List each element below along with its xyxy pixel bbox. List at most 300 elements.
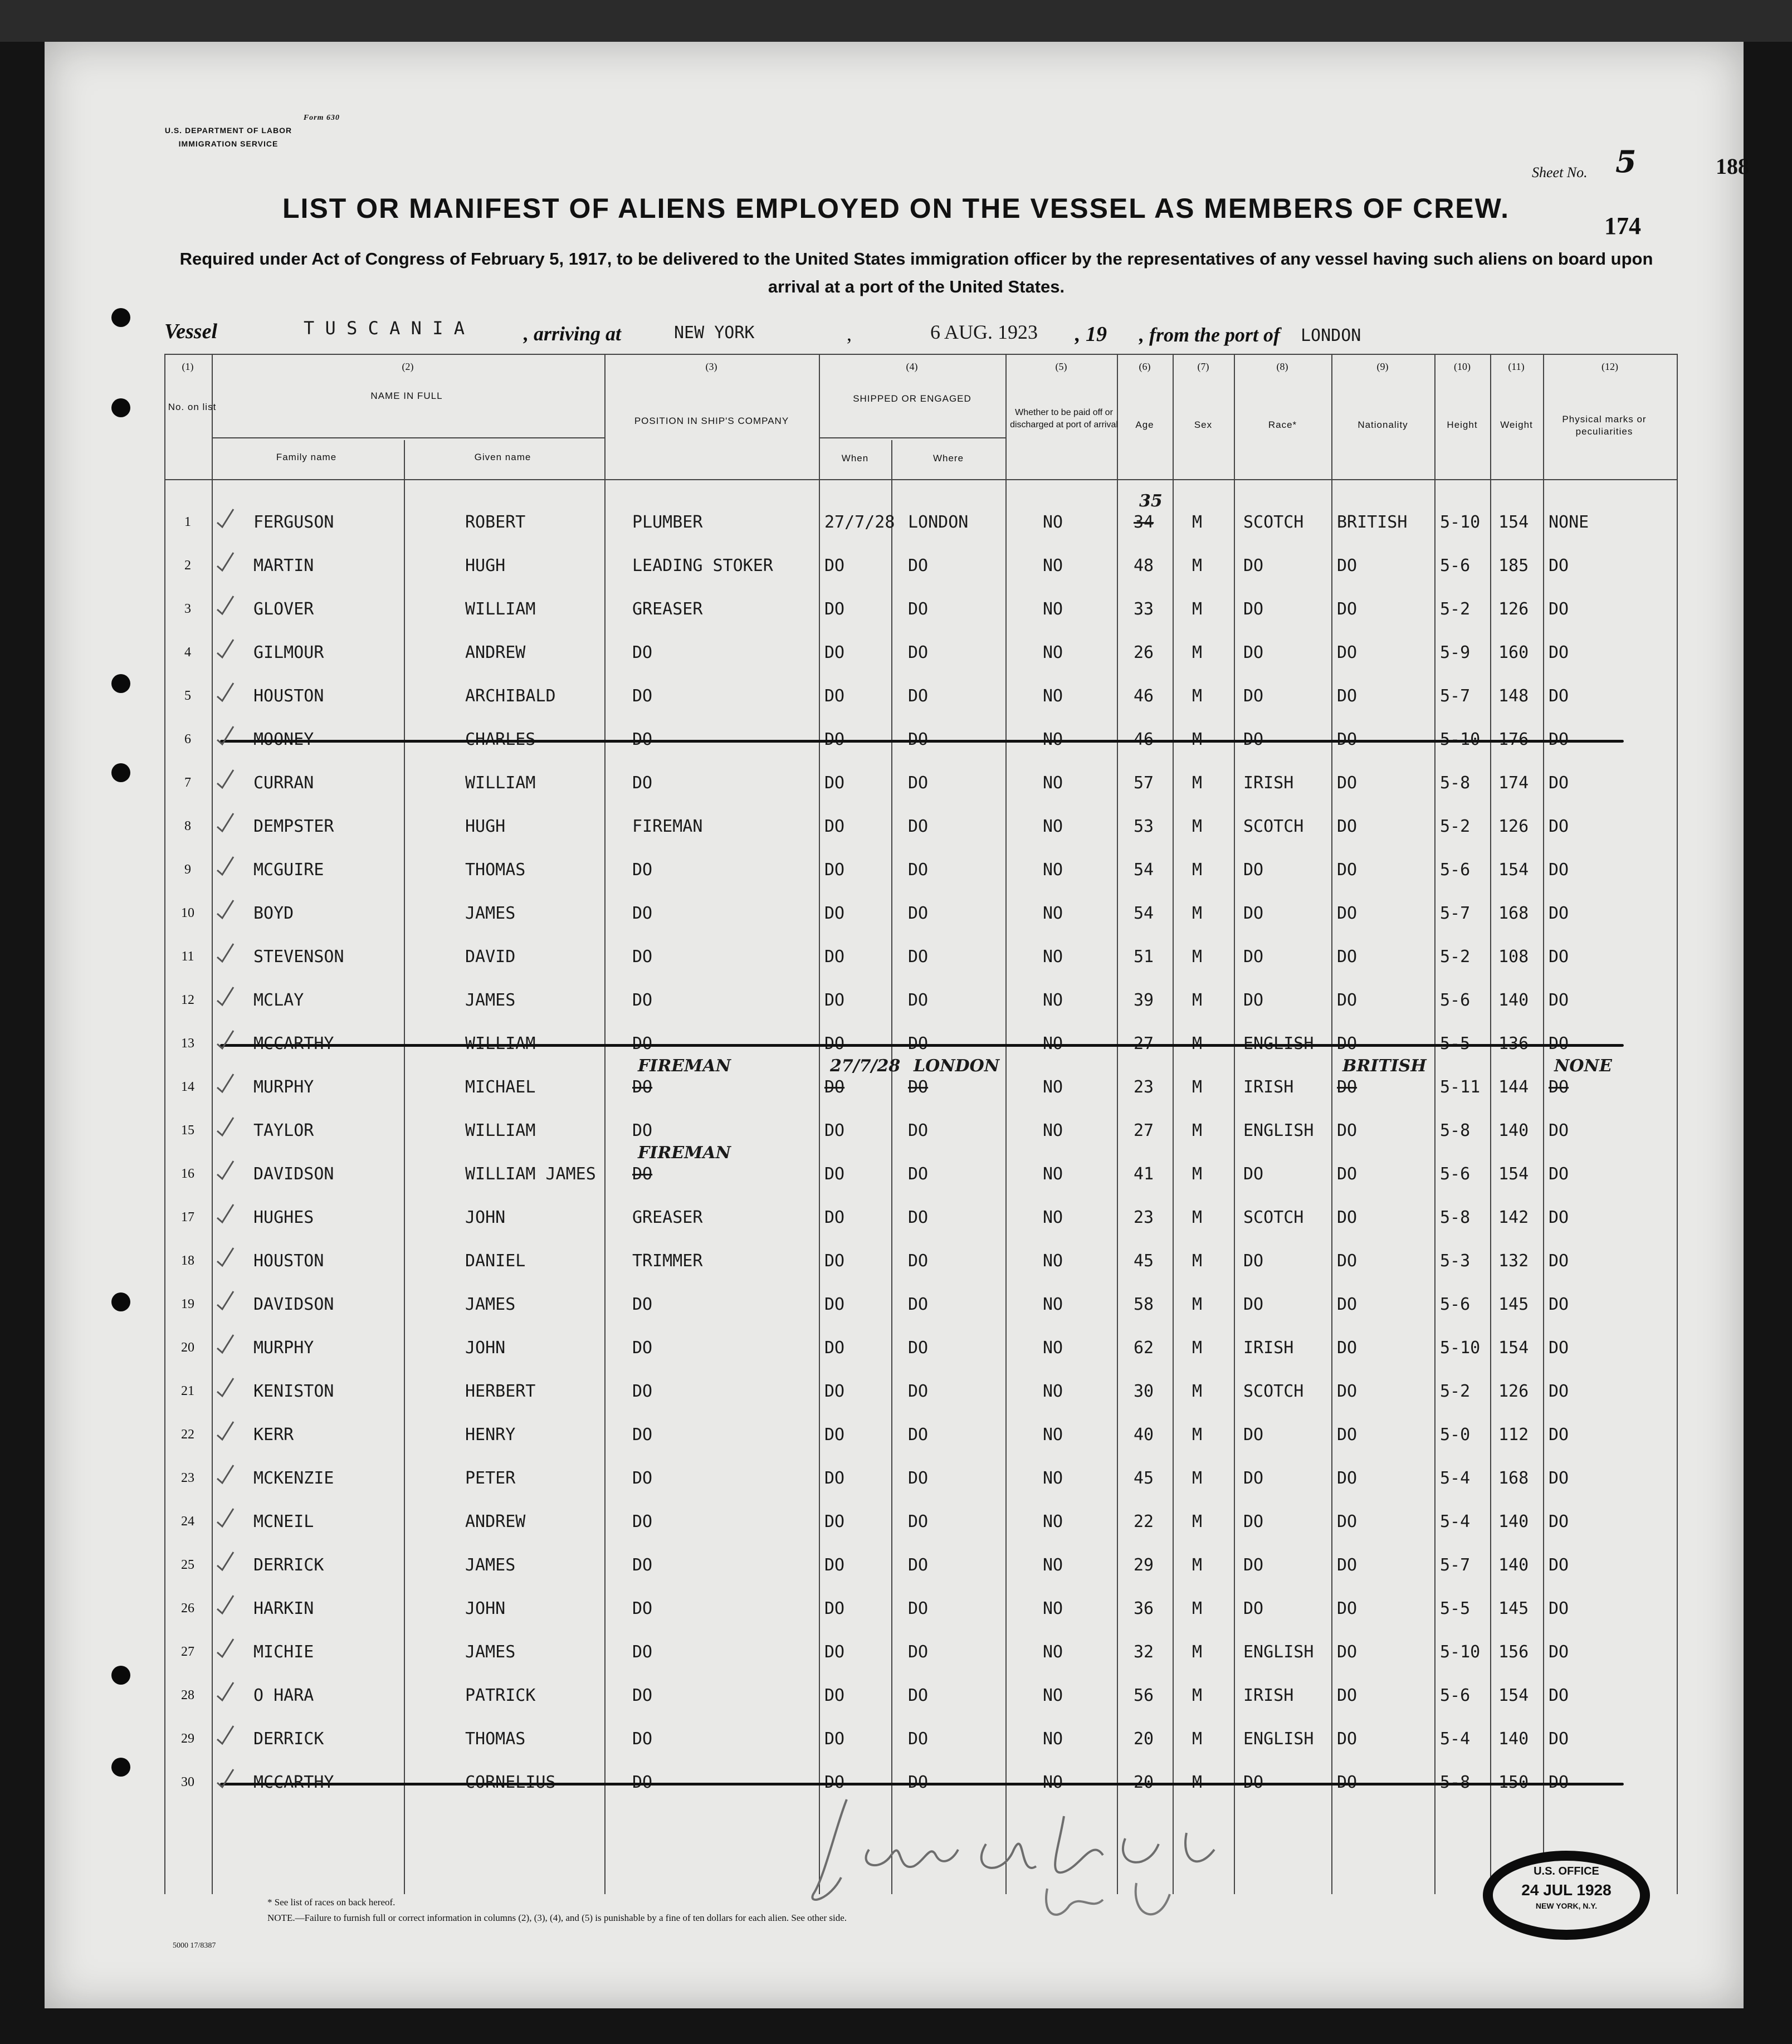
family-name-cell: KERR bbox=[253, 1425, 294, 1445]
position-cell: DO bbox=[632, 1338, 653, 1358]
marks-cell: DO bbox=[1549, 817, 1569, 836]
column-number: (5) bbox=[1055, 361, 1067, 372]
paid-off-cell: NO bbox=[1043, 1425, 1063, 1445]
nationality-cell: DO bbox=[1337, 1251, 1358, 1271]
when-cell: DO bbox=[824, 773, 845, 793]
weight-cell: 140 bbox=[1498, 1121, 1529, 1140]
height-cell: 5-7 bbox=[1440, 686, 1471, 706]
paid-off-cell: NO bbox=[1043, 1469, 1063, 1488]
marks-cell: DO bbox=[1549, 773, 1569, 793]
sex-cell: M bbox=[1192, 1251, 1203, 1271]
row-number: 17 bbox=[181, 1210, 194, 1225]
sex-cell: M bbox=[1192, 947, 1203, 967]
office-stamp bbox=[1483, 1851, 1650, 1940]
where-cell: DO bbox=[908, 1338, 929, 1358]
sex-cell: M bbox=[1192, 643, 1203, 662]
given-name-cell: JAMES bbox=[465, 991, 516, 1010]
row-number: 27 bbox=[181, 1645, 194, 1659]
sex-cell: M bbox=[1192, 991, 1203, 1010]
arriving-label: , arriving at bbox=[524, 323, 622, 345]
strike-through-line bbox=[220, 740, 1624, 743]
where-cell: DO bbox=[908, 1382, 929, 1401]
check-mark-icon bbox=[214, 1506, 237, 1529]
age-cell: 48 bbox=[1134, 556, 1154, 575]
given-name-cell: JOHN bbox=[465, 1599, 506, 1618]
where-cell: DO bbox=[908, 1599, 929, 1618]
marks-cell: DO bbox=[1549, 643, 1569, 662]
row-number: 24 bbox=[181, 1514, 194, 1529]
position-cell: DO bbox=[632, 1164, 653, 1184]
age-cell: 30 bbox=[1134, 1382, 1154, 1401]
race-cell: DO bbox=[1243, 1599, 1264, 1618]
position-cell: GREASER bbox=[632, 599, 703, 619]
when-cell: DO bbox=[824, 860, 845, 880]
nationality-cell: DO bbox=[1337, 1469, 1358, 1488]
sex-cell: M bbox=[1192, 1642, 1203, 1662]
family-name-cell: MCGUIRE bbox=[253, 860, 324, 880]
from-port: LONDON bbox=[1301, 326, 1361, 345]
given-name-cell: WILLIAM bbox=[465, 773, 536, 793]
sex-cell: M bbox=[1192, 513, 1203, 532]
height-cell: 5-2 bbox=[1440, 817, 1471, 836]
strike-through-line bbox=[220, 1044, 1624, 1047]
nationality-cell: DO bbox=[1337, 1295, 1358, 1314]
weight-cell: 142 bbox=[1498, 1208, 1529, 1227]
row-number: 14 bbox=[181, 1080, 194, 1094]
family-name-cell: BOYD bbox=[253, 904, 294, 923]
nationality-cell: DO bbox=[1337, 1208, 1358, 1227]
height-cell: 5-6 bbox=[1440, 1686, 1471, 1705]
height-cell: 5-2 bbox=[1440, 599, 1471, 619]
paid-off-cell: NO bbox=[1043, 1686, 1063, 1705]
when-cell: DO bbox=[824, 1164, 845, 1184]
row-number: 6 bbox=[184, 732, 191, 747]
when-cell: DO bbox=[824, 1425, 845, 1445]
col-age: Age bbox=[1135, 419, 1154, 430]
age-cell: 54 bbox=[1134, 860, 1154, 880]
given-name-cell: HENRY bbox=[465, 1425, 516, 1445]
height-cell: 5-6 bbox=[1440, 556, 1471, 575]
position-cell: DO bbox=[632, 773, 653, 793]
from-port-label: , from the port of bbox=[1139, 324, 1281, 346]
race-cell: DO bbox=[1243, 991, 1264, 1010]
check-mark-icon bbox=[214, 507, 237, 529]
check-mark-icon bbox=[214, 1419, 237, 1442]
nationality-cell: BRITISH bbox=[1337, 513, 1408, 532]
paid-off-cell: NO bbox=[1043, 773, 1063, 793]
age-cell: 20 bbox=[1134, 1729, 1154, 1749]
weight-cell: 174 bbox=[1498, 773, 1529, 793]
height-cell: 5-8 bbox=[1440, 1208, 1471, 1227]
grid-vline bbox=[1117, 354, 1118, 1894]
paid-off-cell: NO bbox=[1043, 947, 1063, 967]
row-number: 23 bbox=[181, 1471, 194, 1485]
weight-cell: 126 bbox=[1498, 817, 1529, 836]
row-number: 26 bbox=[181, 1601, 194, 1616]
age-cell: 29 bbox=[1134, 1555, 1154, 1575]
given-name-cell: ANDREW bbox=[465, 643, 526, 662]
paid-off-cell: NO bbox=[1043, 860, 1063, 880]
footer-note: NOTE.—Failure to furnish full or correct information in columns (2), (3), (4), and (5) is punishable by a fine of ten dollars for each alien. See other side. bbox=[267, 1913, 847, 1923]
scan-top-band bbox=[0, 0, 1792, 42]
race-cell: SCOTCH bbox=[1243, 817, 1304, 836]
height-cell: 5-7 bbox=[1440, 904, 1471, 923]
marks-cell: DO bbox=[1549, 686, 1569, 706]
given-name-cell: MICHAEL bbox=[465, 1077, 536, 1097]
col-position: POSITION IN SHIP'S COMPANY bbox=[634, 416, 789, 426]
paid-off-cell: NO bbox=[1043, 1251, 1063, 1271]
position-cell: DO bbox=[632, 1512, 653, 1531]
grid-vline bbox=[1677, 354, 1678, 1894]
nationality-correction: BRITISH bbox=[1342, 1056, 1427, 1076]
height-cell: 5-8 bbox=[1440, 773, 1471, 793]
weight-cell: 108 bbox=[1498, 947, 1529, 967]
marks-cell: DO bbox=[1549, 1295, 1569, 1314]
when-cell: DO bbox=[824, 817, 845, 836]
given-name-cell: THOMAS bbox=[465, 1729, 526, 1749]
race-cell: DO bbox=[1243, 556, 1264, 575]
row-number: 28 bbox=[181, 1688, 194, 1702]
marks-cell: DO bbox=[1549, 1121, 1569, 1140]
when-cell: DO bbox=[824, 991, 845, 1010]
family-name-cell: HOUSTON bbox=[253, 686, 324, 706]
weight-cell: 168 bbox=[1498, 904, 1529, 923]
check-mark-icon bbox=[214, 1028, 237, 1051]
form-number: Form 630 bbox=[303, 114, 340, 122]
column-number: (4) bbox=[906, 361, 918, 372]
check-mark-icon bbox=[214, 1550, 237, 1572]
row-number: 21 bbox=[181, 1384, 194, 1398]
column-number: (1) bbox=[182, 361, 194, 372]
sex-cell: M bbox=[1192, 1338, 1203, 1358]
sex-cell: M bbox=[1192, 1555, 1203, 1575]
race-cell: IRISH bbox=[1243, 1338, 1294, 1358]
paid-off-cell: NO bbox=[1043, 1729, 1063, 1749]
marks-cell: DO bbox=[1549, 1469, 1569, 1488]
nationality-cell: DO bbox=[1337, 1077, 1358, 1097]
nationality-cell: DO bbox=[1337, 1425, 1358, 1445]
grid-vline bbox=[1173, 354, 1174, 1894]
marks-cell: DO bbox=[1549, 1555, 1569, 1575]
sheet-number: 5 bbox=[1615, 144, 1637, 179]
when-cell: DO bbox=[824, 1251, 845, 1271]
age-cell: 41 bbox=[1134, 1164, 1154, 1184]
row-number: 9 bbox=[184, 862, 191, 877]
family-name-cell: DAVIDSON bbox=[253, 1164, 334, 1184]
col-where: Where bbox=[932, 453, 964, 464]
position-cell: DO bbox=[632, 1642, 653, 1662]
nationality-cell: DO bbox=[1337, 1164, 1358, 1184]
marks-cell: DO bbox=[1549, 556, 1569, 575]
where-cell: DO bbox=[908, 686, 929, 706]
sex-cell: M bbox=[1192, 860, 1203, 880]
check-mark-icon bbox=[214, 1724, 237, 1746]
marks-cell: DO bbox=[1549, 1425, 1569, 1445]
check-mark-icon bbox=[214, 985, 237, 1007]
given-name-cell: JAMES bbox=[465, 1642, 516, 1662]
row-number: 18 bbox=[181, 1253, 194, 1268]
family-name-cell: O HARA bbox=[253, 1686, 314, 1705]
stamp-top: U.S. OFFICE bbox=[1534, 1865, 1599, 1877]
marks-cell: DO bbox=[1549, 1729, 1569, 1749]
marks-cell: DO bbox=[1549, 1164, 1569, 1184]
sex-cell: M bbox=[1192, 773, 1203, 793]
height-cell: 5-6 bbox=[1440, 991, 1471, 1010]
age-cell: 23 bbox=[1134, 1208, 1154, 1227]
given-name-cell: ARCHIBALD bbox=[465, 686, 556, 706]
weight-cell: 126 bbox=[1498, 599, 1529, 619]
check-mark-icon bbox=[214, 1593, 237, 1616]
sex-cell: M bbox=[1192, 1077, 1203, 1097]
grid-vline bbox=[1490, 354, 1491, 1894]
race-cell: SCOTCH bbox=[1243, 1208, 1304, 1227]
marks-cell: DO bbox=[1549, 1599, 1569, 1618]
print-code: 5000 17/8387 bbox=[173, 1941, 216, 1950]
sex-cell: M bbox=[1192, 1121, 1203, 1140]
age-cell: 39 bbox=[1134, 991, 1154, 1010]
grid-hline bbox=[164, 479, 1677, 480]
column-number: (8) bbox=[1276, 361, 1288, 372]
grid-vline bbox=[819, 354, 820, 1894]
paid-off-cell: NO bbox=[1043, 1338, 1063, 1358]
row-number: 4 bbox=[184, 645, 191, 660]
age-cell: 58 bbox=[1134, 1295, 1154, 1314]
nationality-cell: DO bbox=[1337, 1642, 1358, 1662]
weight-cell: 154 bbox=[1498, 1338, 1529, 1358]
nationality-cell: DO bbox=[1337, 556, 1358, 575]
check-mark-icon bbox=[214, 811, 237, 833]
race-cell: DO bbox=[1243, 1512, 1264, 1531]
family-name-cell: MCKENZIE bbox=[253, 1469, 334, 1488]
marks-cell: DO bbox=[1549, 947, 1569, 967]
nationality-cell: DO bbox=[1337, 904, 1358, 923]
position-cell: DO bbox=[632, 1599, 653, 1618]
family-name-cell: STEVENSON bbox=[253, 947, 344, 967]
given-name-cell: JAMES bbox=[465, 1295, 516, 1314]
family-name-cell: MURPHY bbox=[253, 1077, 314, 1097]
column-number: (6) bbox=[1139, 361, 1151, 372]
row-number: 13 bbox=[181, 1036, 194, 1051]
nationality-cell: DO bbox=[1337, 1686, 1358, 1705]
position-cell: DO bbox=[632, 1425, 653, 1445]
marks-cell: DO bbox=[1549, 1686, 1569, 1705]
family-name-cell: MICHIE bbox=[253, 1642, 314, 1662]
age-cell: 51 bbox=[1134, 947, 1154, 967]
race-cell: DO bbox=[1243, 1295, 1264, 1314]
position-cell: DO bbox=[632, 1295, 653, 1314]
family-name-cell: HARKIN bbox=[253, 1599, 314, 1618]
when-cell: DO bbox=[824, 1729, 845, 1749]
manifest-sheet bbox=[45, 42, 1744, 2008]
col-family-name: Family name bbox=[276, 452, 337, 462]
weight-cell: 185 bbox=[1498, 556, 1529, 575]
marks-cell: DO bbox=[1549, 860, 1569, 880]
sex-cell: M bbox=[1192, 1425, 1203, 1445]
where-cell: DO bbox=[908, 1425, 929, 1445]
race-cell: SCOTCH bbox=[1243, 1382, 1304, 1401]
age-cell: 22 bbox=[1134, 1512, 1154, 1531]
where-cell: DO bbox=[908, 1121, 929, 1140]
family-name-cell: MURPHY bbox=[253, 1338, 314, 1358]
punch-hole bbox=[111, 308, 130, 327]
where-cell: DO bbox=[908, 556, 929, 575]
weight-cell: 140 bbox=[1498, 991, 1529, 1010]
sex-cell: M bbox=[1192, 1382, 1203, 1401]
weight-cell: 126 bbox=[1498, 1382, 1529, 1401]
marks-correction: NONE bbox=[1554, 1056, 1612, 1076]
given-name-cell: PATRICK bbox=[465, 1686, 536, 1705]
nationality-cell: DO bbox=[1337, 773, 1358, 793]
marks-cell: NONE bbox=[1549, 513, 1589, 532]
nationality-cell: DO bbox=[1337, 686, 1358, 706]
check-mark-icon bbox=[214, 1680, 237, 1702]
race-cell: ENGLISH bbox=[1243, 1121, 1314, 1140]
col-sex: Sex bbox=[1194, 419, 1213, 430]
where-cell: DO bbox=[908, 860, 929, 880]
race-cell: DO bbox=[1243, 1425, 1264, 1445]
check-mark-icon bbox=[214, 724, 237, 747]
where-cell: DO bbox=[908, 773, 929, 793]
col-weight: Weight bbox=[1500, 419, 1533, 430]
punch-hole bbox=[111, 763, 130, 782]
row-number: 15 bbox=[181, 1123, 194, 1138]
when-cell: DO bbox=[824, 1338, 845, 1358]
weight-cell: 145 bbox=[1498, 1295, 1529, 1314]
race-cell: ENGLISH bbox=[1243, 1642, 1314, 1662]
where-cell: DO bbox=[908, 1208, 929, 1227]
paid-off-cell: NO bbox=[1043, 1512, 1063, 1531]
given-name-cell: JAMES bbox=[465, 1555, 516, 1575]
row-number: 2 bbox=[184, 558, 191, 573]
row-number: 20 bbox=[181, 1340, 194, 1355]
height-cell: 5-9 bbox=[1440, 643, 1471, 662]
nationality-cell: DO bbox=[1337, 1555, 1358, 1575]
race-cell: DO bbox=[1243, 1555, 1264, 1575]
grid-vline bbox=[604, 354, 606, 1894]
column-number: (7) bbox=[1197, 361, 1209, 372]
paid-off-cell: NO bbox=[1043, 1208, 1063, 1227]
height-cell: 5-6 bbox=[1440, 1164, 1471, 1184]
height-cell: 5-11 bbox=[1440, 1077, 1481, 1097]
weight-cell: 154 bbox=[1498, 1164, 1529, 1184]
where-cell: DO bbox=[908, 1555, 929, 1575]
where-cell: LONDON bbox=[908, 513, 969, 532]
when-cell: DO bbox=[824, 1686, 845, 1705]
punch-hole bbox=[111, 674, 130, 693]
race-cell: SCOTCH bbox=[1243, 513, 1304, 532]
family-name-cell: FERGUSON bbox=[253, 513, 334, 532]
row-number: 19 bbox=[181, 1297, 194, 1311]
check-mark-icon bbox=[214, 1463, 237, 1485]
weight-cell: 156 bbox=[1498, 1642, 1529, 1662]
age-cell: 56 bbox=[1134, 1686, 1154, 1705]
race-cell: DO bbox=[1243, 686, 1264, 706]
row-number: 5 bbox=[184, 689, 191, 703]
row-number: 22 bbox=[181, 1427, 194, 1442]
col-name-in-full: NAME IN FULL bbox=[370, 391, 443, 401]
position-cell: DO bbox=[632, 860, 653, 880]
check-mark-icon bbox=[214, 637, 237, 660]
check-mark-icon bbox=[214, 1246, 237, 1268]
where-cell: DO bbox=[908, 1642, 929, 1662]
height-cell: 5-2 bbox=[1440, 947, 1471, 967]
check-mark-icon bbox=[214, 768, 237, 790]
column-number: (12) bbox=[1601, 361, 1618, 372]
nationality-cell: DO bbox=[1337, 947, 1358, 967]
height-cell: 5-6 bbox=[1440, 860, 1471, 880]
nationality-cell: DO bbox=[1337, 991, 1358, 1010]
check-mark-icon bbox=[214, 1115, 237, 1138]
weight-cell: 140 bbox=[1498, 1512, 1529, 1531]
paid-off-cell: NO bbox=[1043, 1077, 1063, 1097]
given-name-cell: HUGH bbox=[465, 556, 506, 575]
check-mark-icon bbox=[214, 1376, 237, 1398]
row-number: 12 bbox=[181, 993, 194, 1007]
paid-off-cell: NO bbox=[1043, 991, 1063, 1010]
position-cell: PLUMBER bbox=[632, 513, 703, 532]
position-cell: DO bbox=[632, 947, 653, 967]
check-mark-icon bbox=[214, 1202, 237, 1225]
family-name-cell: HOUSTON bbox=[253, 1251, 324, 1271]
age-cell: 45 bbox=[1134, 1469, 1154, 1488]
weight-cell: 160 bbox=[1498, 643, 1529, 662]
paid-off-cell: NO bbox=[1043, 643, 1063, 662]
given-name-cell: JAMES bbox=[465, 904, 516, 923]
given-name-cell: THOMAS bbox=[465, 860, 526, 880]
nationality-cell: DO bbox=[1337, 860, 1358, 880]
col-shipped-engaged: SHIPPED OR ENGAGED bbox=[853, 393, 971, 404]
when-cell: 27/7/28 bbox=[824, 513, 895, 532]
family-name-cell: DEMPSTER bbox=[253, 817, 334, 836]
marks-cell: DO bbox=[1549, 1251, 1569, 1271]
grid-vline bbox=[212, 354, 213, 1894]
position-cell: DO bbox=[632, 1729, 653, 1749]
row-number: 11 bbox=[181, 949, 194, 964]
position-correction: FIREMAN bbox=[638, 1143, 731, 1163]
paid-off-cell: NO bbox=[1043, 1164, 1063, 1184]
race-cell: DO bbox=[1243, 1251, 1264, 1271]
position-cell: DO bbox=[632, 1469, 653, 1488]
family-name-cell: TAYLOR bbox=[253, 1121, 314, 1140]
paid-off-cell: NO bbox=[1043, 1382, 1063, 1401]
check-mark-icon bbox=[214, 941, 237, 964]
col-height: Height bbox=[1447, 419, 1478, 430]
height-cell: 5-10 bbox=[1440, 1642, 1481, 1662]
check-mark-icon bbox=[214, 1159, 237, 1181]
row-number: 3 bbox=[184, 602, 191, 616]
where-cell: DO bbox=[908, 643, 929, 662]
weight-cell: 140 bbox=[1498, 1729, 1529, 1749]
sex-cell: M bbox=[1192, 1686, 1203, 1705]
age-cell: 36 bbox=[1134, 1599, 1154, 1618]
family-name-cell: MARTIN bbox=[253, 556, 314, 575]
col-nationality: Nationality bbox=[1358, 419, 1408, 430]
when-cell: DO bbox=[824, 1077, 845, 1097]
age-cell: 57 bbox=[1134, 773, 1154, 793]
sex-cell: M bbox=[1192, 1295, 1203, 1314]
grid-vline bbox=[1434, 354, 1435, 1894]
races-note: * See list of races on back hereof. bbox=[267, 1897, 395, 1908]
where-cell: DO bbox=[908, 1469, 929, 1488]
grid-vline bbox=[891, 440, 892, 1894]
when-cell: DO bbox=[824, 686, 845, 706]
grid-hline bbox=[819, 437, 1005, 438]
where-cell: DO bbox=[908, 1164, 929, 1184]
family-name-cell: DERRICK bbox=[253, 1555, 324, 1575]
when-cell: DO bbox=[824, 1208, 845, 1227]
column-number: (10) bbox=[1454, 361, 1471, 372]
paid-off-cell: NO bbox=[1043, 599, 1063, 619]
